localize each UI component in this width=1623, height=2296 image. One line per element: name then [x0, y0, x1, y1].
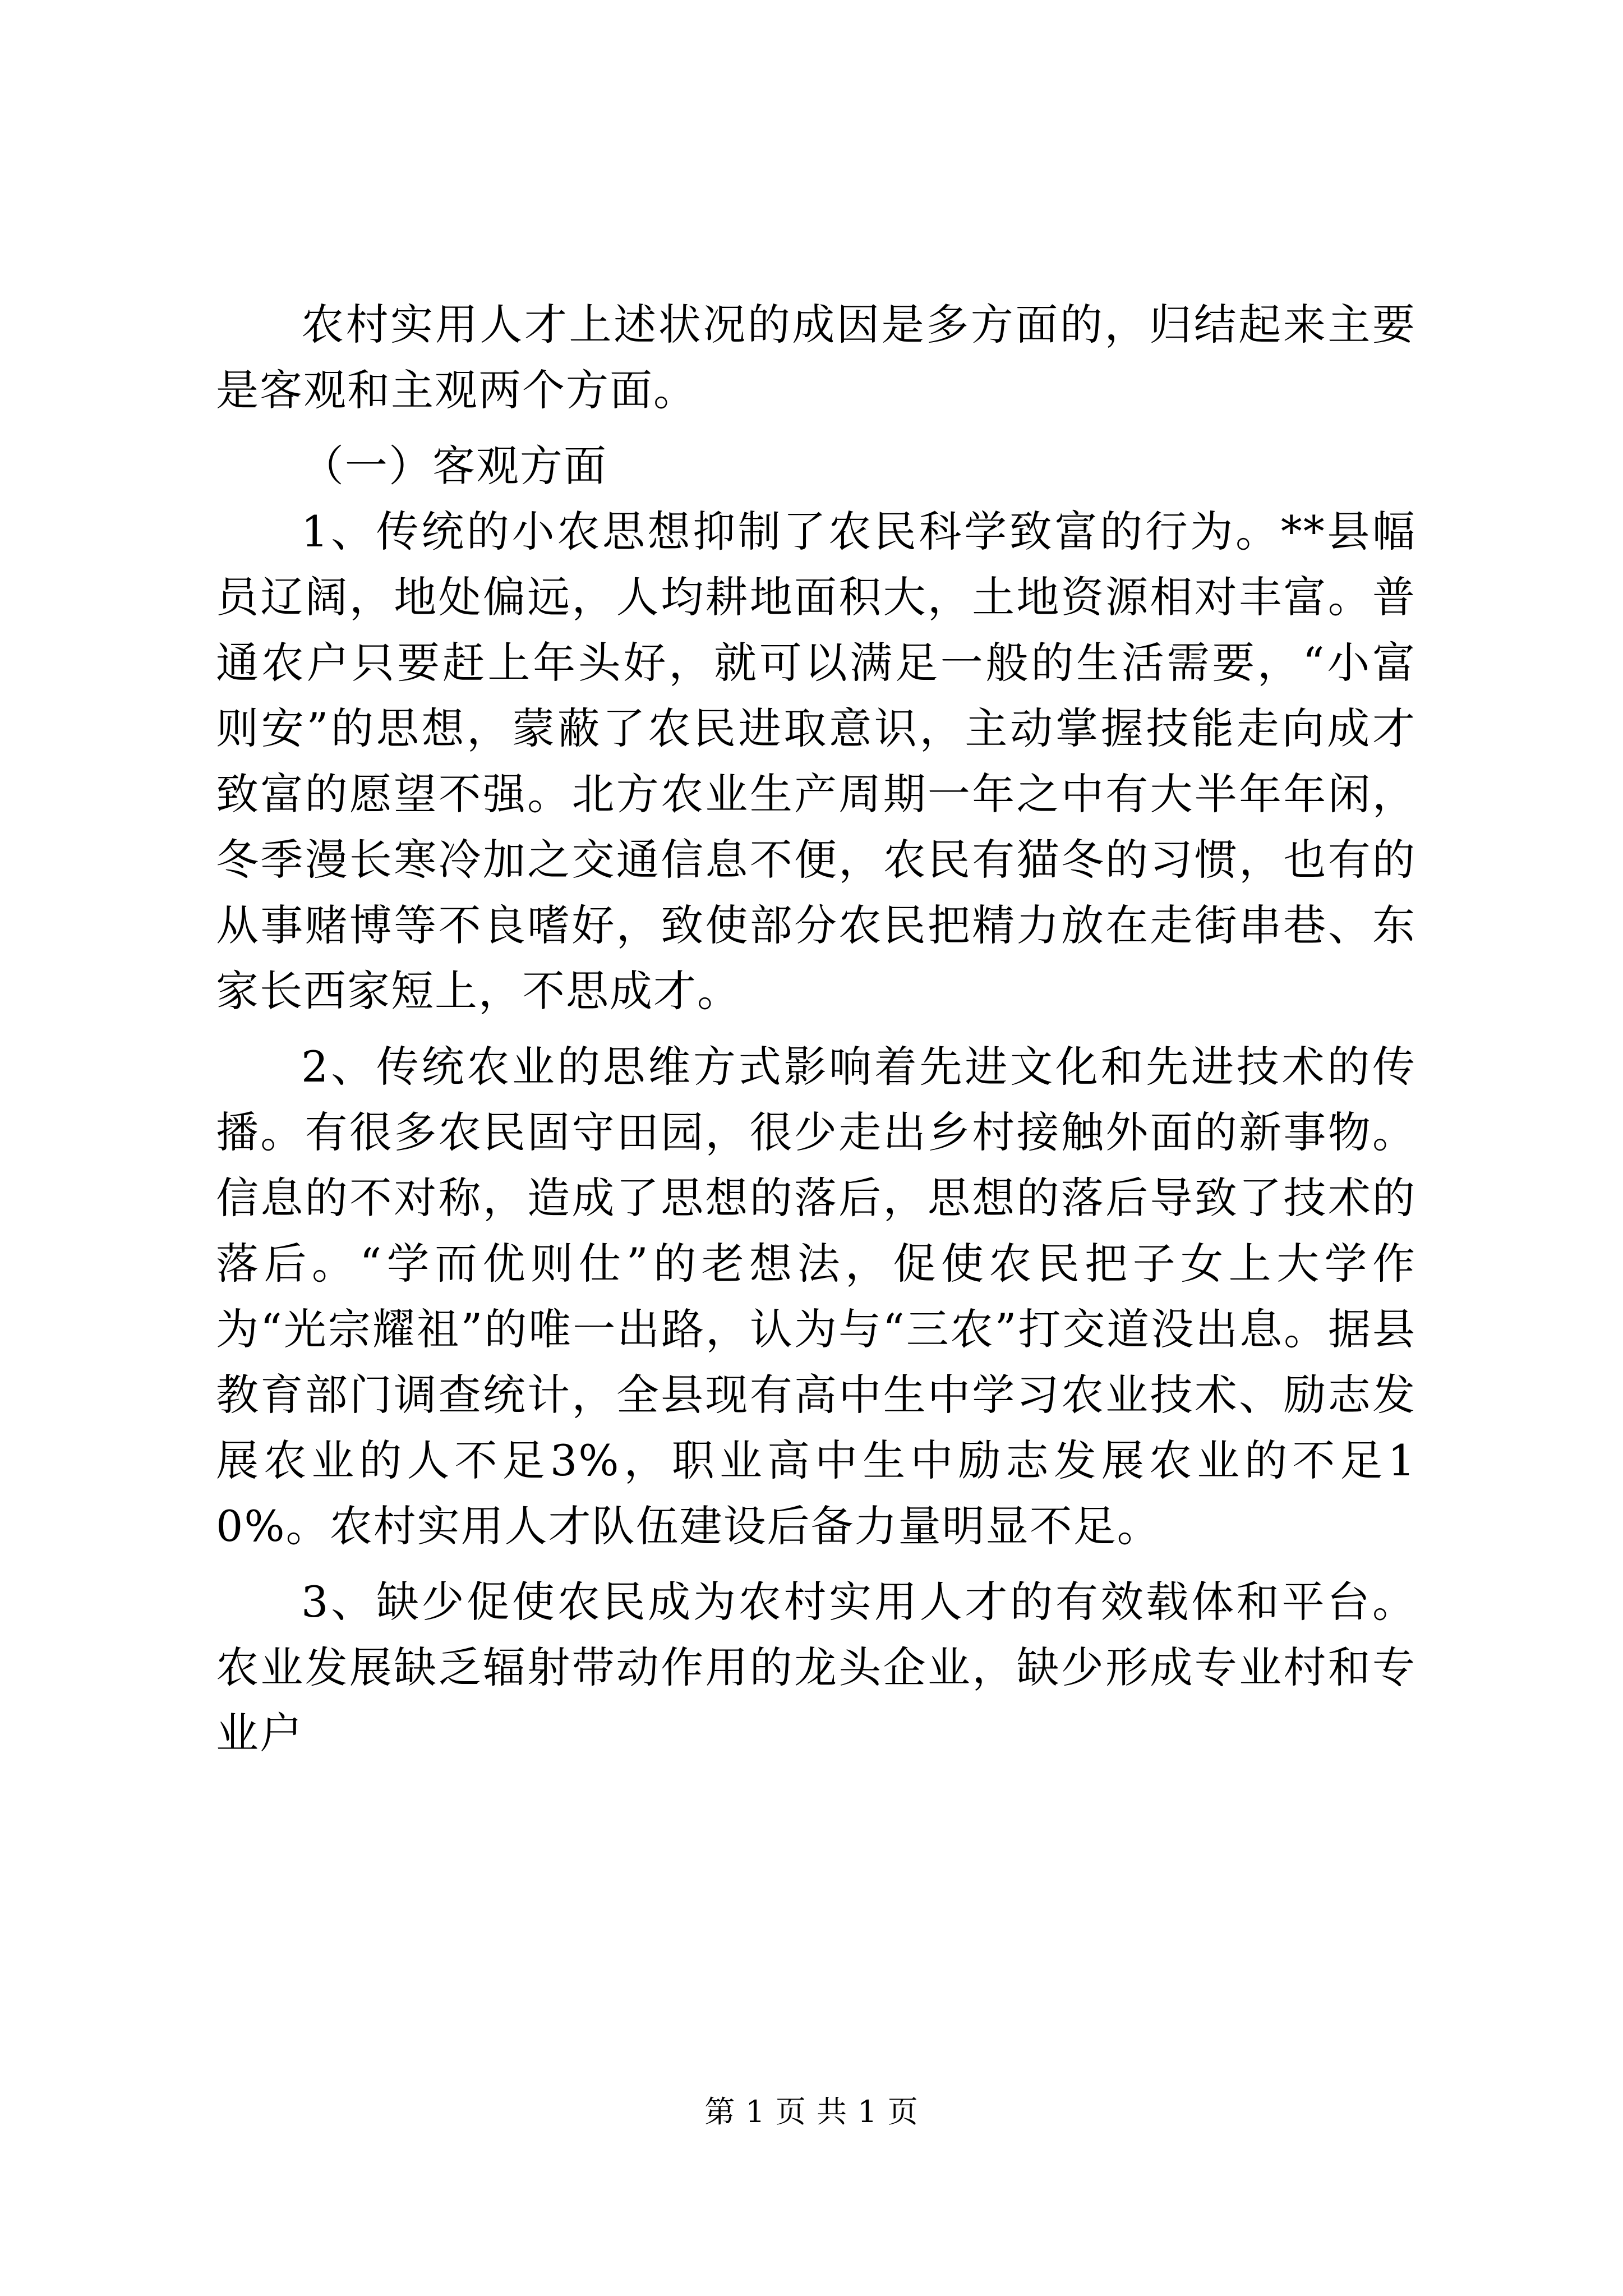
document-body	[216, 292, 1416, 1766]
page-footer: 第 1 页 共 1 页	[704, 2094, 919, 2129]
paragraph-1: 1、传统的小农思想抑制了农民科学致富的行为。**县幅员辽阔，地处偏远，人均耕地面积大，土地资源相对丰富。普通农户只要赶上年头好，就可以满足一般的生活需要，“小富则安”的思想，蒙蔽了农民进取意识，主动掌握技能走向成才致富的愿望不强。北方农业生产周期一年之中有大半年年闲，冬季漫长寒冷加之交通信息不便，农民有猫冬的习惯，也有的从事赌博等不良嗜好，致使部分农民把精力放在走街串巷、东家长西家短上，不思成才。	[216, 507, 1416, 1016]
intro-paragraph: 农村实用人才上述状况的成因是多方面的，归结起来主要是客观和主观两个方面。	[216, 300, 1416, 415]
paragraph-3: 3、缺少促使农民成为农村实用人才的有效载体和平台。农业发展缺乏辐射带动作用的龙头企业，缺少形成专业村和专业户	[216, 1577, 1416, 1758]
paragraph-2: 2、传统农业的思维方式影响着先进文化和先进技术的传播。有很多农民固守田园，很少走出乡村接触外面的新事物。信息的不对称，造成了思想的落后，思想的落后导致了技术的落后。“学而优则仕”的老想法，促使农民把子女上大学作为“光宗耀祖”的唯一出路，认为与“三农”打交道没出息。据县教育部门调查统计，全县现有高中生中学习农业技术、励志发展农业的人不足3%，职业高中生中励志发展农业的不足10%。农村实用人才队伍建设后备力量明显不足。	[216, 1042, 1416, 1551]
section-heading: （一）客观方面	[301, 441, 607, 491]
